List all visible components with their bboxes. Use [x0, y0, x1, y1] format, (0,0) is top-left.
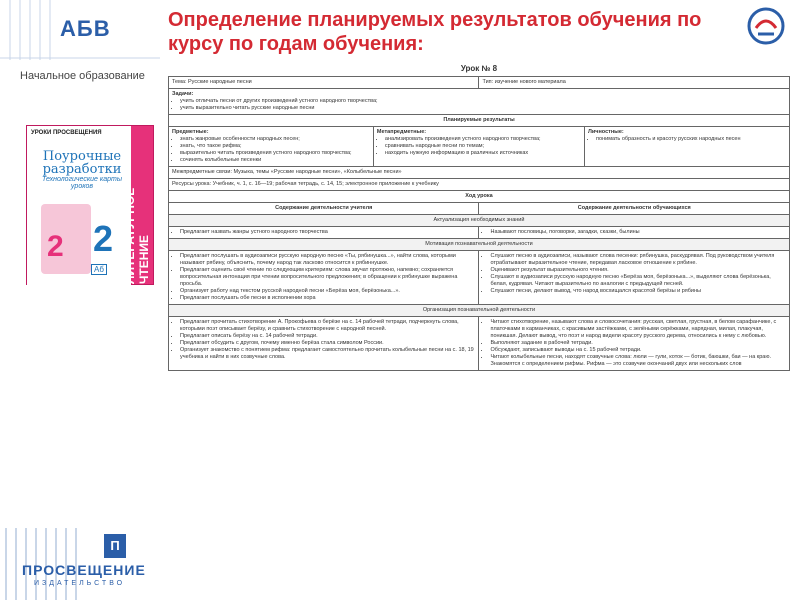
publisher-subtitle: ИЗДАТЕЛЬСТВО [34, 580, 126, 587]
personal-item: • понимать образность и красоту русских народных песен [596, 136, 786, 143]
meta-item: • сравнивать народные песни по темам; [385, 143, 581, 150]
book-grade: 2 [93, 218, 114, 259]
corner-logo-icon [746, 6, 786, 46]
section-header: Мотивация познавательной деятельности [169, 239, 790, 251]
teacher-activity [169, 251, 479, 305]
teacher-item: • Предлагает назвать жанры устного народного творчества [180, 229, 475, 236]
left-panel [0, 0, 160, 600]
book-subtitle: Технологические карты уроков [42, 176, 122, 190]
section-header: Организация познавательной деятельности [169, 305, 790, 317]
student-activity [479, 317, 790, 371]
page-heading: Определение планируемых результатов обучения по курсу по годам обучения: [168, 9, 702, 55]
teacher-item: • Организует знакомство с понятием рифма: предлагает самостоятельно прочитать колыбельные песни на с. 18, 19 учебника и найти в них созвучные слова. [180, 347, 475, 361]
teacher-item: • Предлагает послушать обе песни в исполнении хора [180, 295, 475, 302]
book-mini-grade: 2 [47, 230, 64, 263]
meta-label: Метапредметные: [376, 129, 427, 135]
subject-results [169, 127, 374, 167]
subject-item: • знать жанровые особенности народных песен; [180, 136, 370, 143]
teacher-item: • Предлагает обсудить с другом, почему именно берёза стала символом России. [180, 340, 475, 347]
student-item: • Называют пословицы, поговорки, загадки, сказки, былины [490, 229, 786, 236]
book-title: Поурочные разработки [42, 149, 122, 177]
lesson-resources: Ресурсы урока: Учебник, ч. 1, с. 16—19; рабочая тетрадь, с. 14, 15; электронное приложение к учебнику [169, 179, 790, 191]
lesson-theme: Тема: Русские народные песни [169, 77, 479, 89]
task-item: • учить отличать песни от других произведений устного народного творчества; [180, 98, 786, 105]
publisher-name: ПРОСВЕЩЕНИЕ [22, 562, 146, 578]
tasks-label: Задачи: [172, 91, 194, 97]
teacher-item: • Предлагает прочитать стихотворение А. Прокофьева о берёзе на с. 14 рабочей тетради, подчеркнуть слова, которыми поэт описывает берёзу, и сравнить стихотворение с народной песней. [180, 319, 475, 333]
teacher-item: • Предлагает описать берёзу на с. 14 рабочей тетради. [180, 333, 475, 340]
teacher-item: • Предлагает оценить своё чтение по следующим критериям: слова звучат протяжно, напевно; сохраняется вопросительная интонация при чтении вопросительного предложения; в обращении к рябинушке выражена просьба. [180, 267, 475, 288]
student-item: • Читают стихотворение, называют слова и словосочетания: русская, светлая, грустная, в белом сарафанчике, с платочками в карманчиках, с красивыми застёжками, с зелёными серёжками, нарядная, милая, плакучая, поникшая. Делают вывод, что поэт и народ видели красоту русского дерева, относились к нему с любовью. [490, 319, 786, 340]
section-label: Начальное образование [20, 70, 145, 82]
subject-label: Предметные: [172, 129, 209, 135]
lesson-table [168, 76, 790, 371]
student-item: • Слушают песню в аудиозаписи, называют слова песенки: рябинушка, раскудрявая. Под руководством учителя отрабатывают выразительное чтение, передавая ласковое отношение к рябине. [490, 253, 786, 267]
meta-item: • анализировать произведения устного народного творчества; [385, 136, 581, 143]
teacher-item: • Предлагает послушать в аудиозаписи русскую народную песню «Ты, рябинушка...», найти слова, которыми называют рябину, объяснить, почему народ так ласково относится к рябиннушке. [180, 253, 475, 267]
lesson-tasks [169, 89, 790, 115]
student-item: • Оценивают результат выразительного чтения. [490, 267, 786, 274]
student-column-header: Содержание деятельности обучающихся [479, 203, 790, 215]
interdisciplinary-links: Межпредметные связи: Музыка, темы «Русские народные песни», «Колыбельные песни» [169, 167, 790, 179]
book-series: УРОКИ ПРОСВЕЩЕНИЯ [31, 130, 102, 136]
lesson-plan-document [168, 62, 790, 548]
meta-results [373, 127, 584, 167]
subject-item: • выразительно читать произведения устного народного творчества; [180, 150, 370, 157]
subject-item: • сочинять колыбельные песенки [180, 157, 370, 164]
student-item: • Слушают песни, делают вывод, что народ восхищался красотой берёзы и рябины [490, 288, 786, 295]
subject-item: • знать, что такое рифма; [180, 143, 370, 150]
personal-results [585, 127, 790, 167]
planned-results-header: Планируемые результаты [169, 115, 790, 127]
task-item: • учить выразительно читать русские народные песни [180, 105, 786, 112]
teacher-item: • Организует работу над текстом русской народной песни «Берёза моя, берёзонька...». [180, 288, 475, 295]
student-item: • Слушают в аудиозаписи русскую народную песню «Берёза моя, берёзонька...», выделяют слова берёзонька, белая, кудрявая. Читают выразительно по аналогии с предыдущей песней. [490, 274, 786, 288]
lesson-title: Урок № 8 [460, 64, 498, 73]
lesson-type: Тип: изучение нового материала [479, 77, 790, 89]
book-ab-badge: Аб [91, 264, 107, 275]
student-activity [479, 227, 790, 239]
student-item: • Обсуждают, записывают выводы на с. 15 рабочей тетради. [490, 347, 786, 354]
personal-label: Личностные: [588, 129, 624, 135]
teacher-activity [169, 227, 479, 239]
book-cover [26, 125, 154, 285]
student-activity [479, 251, 790, 305]
meta-item: • находить нужную информацию в различных источниках [385, 150, 581, 157]
section-header: Актуализация необходимых знаний [169, 215, 790, 227]
book-spine-title: ЛИТЕРАТУРНОЕ ЧТЕНИЕ [123, 187, 151, 284]
abv-logo: АБВ [60, 16, 111, 41]
lesson-flow-header: Ход урока [169, 191, 790, 203]
publisher-logo-icon: П [104, 534, 126, 558]
student-item: • Читают колыбельные песни, находят созвучные слова: люли — гули, коток — ботик, баюшки, баи — на краю. Знакомятся с определением рифмы. Рифма — это созвучие окончаний двух или нескольких слов [490, 354, 786, 368]
teacher-activity [169, 317, 479, 371]
student-item: • Выполняют задание в рабочей тетради. [490, 340, 786, 347]
teacher-column-header: Содержание деятельности учителя [169, 203, 479, 215]
